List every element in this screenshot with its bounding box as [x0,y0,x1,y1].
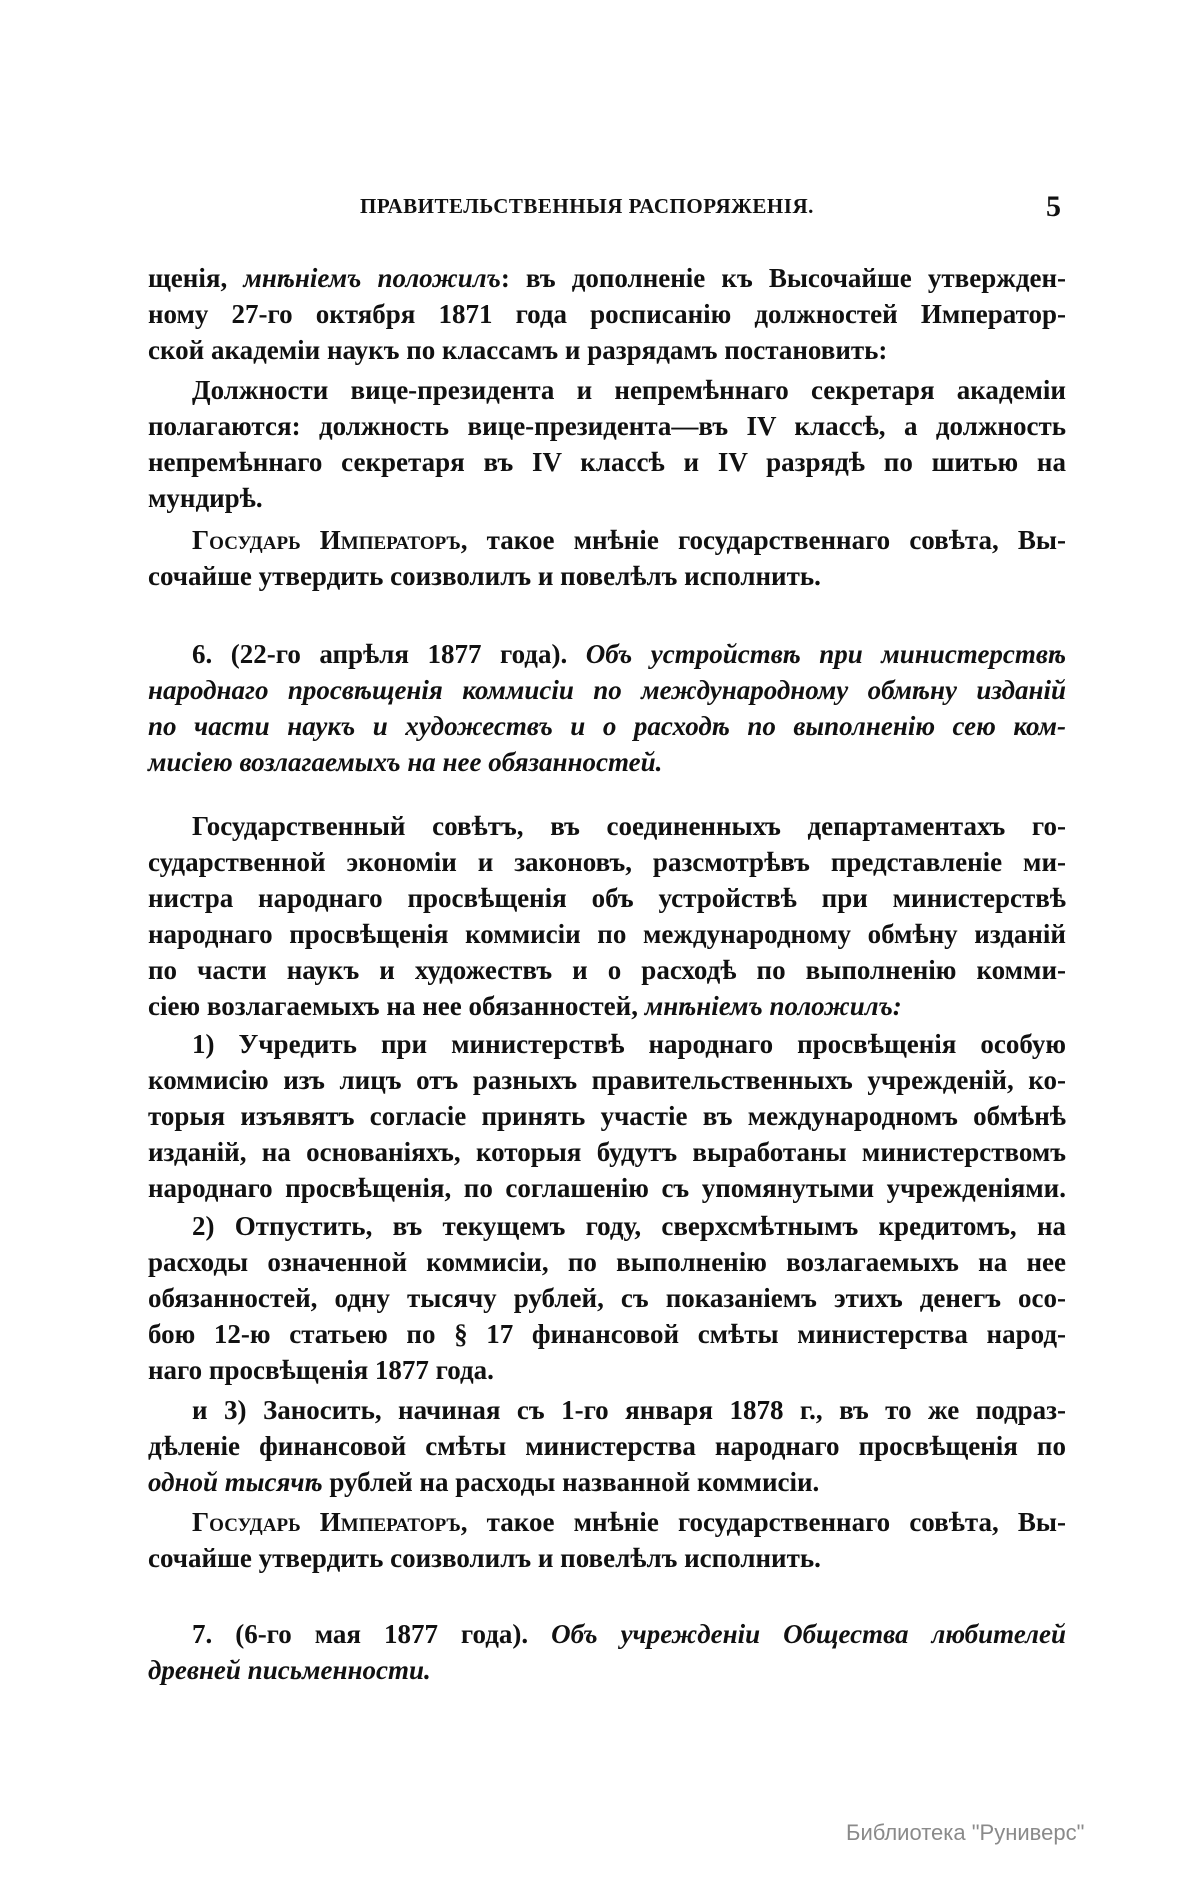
text-segment: дѣленіе финансовой смѣты министерства народнаго просвѣщенія по [148,1431,1066,1461]
italic-text: народнаго просвѣщенія коммисіи по международному обмѣну изданій [148,675,1066,705]
text-segment: народнаго просвѣщенія, по соглашенію съ упомянутыми учрежденіями. [148,1173,1066,1203]
italic-text: мнѣніемъ положилъ: [644,991,902,1021]
text-line [148,260,1066,296]
text-segment: сударственной экономіи и законовъ, разсмотрѣвъ представленіе ми- [148,847,1066,877]
text-line [192,636,1066,672]
text-line [148,444,1066,480]
text-segment: мундирѣ. [148,483,263,513]
text-line [192,808,1066,844]
italic-text: одной тысячѣ [148,1467,323,1497]
text-line [192,522,1066,558]
italic-text: Объ учрежденіи Общества любителей [551,1619,1066,1649]
small-caps-text: Государь Императоръ [192,1507,461,1537]
text-line [148,1062,1066,1098]
text-line [148,672,1066,708]
text-segment: и 3) Заносить, начиная съ 1-го января 1878 г., въ то же подраз- [192,1395,1066,1425]
text-segment: сочайше утвердить соизволилъ и повелѣлъ исполнить. [148,561,821,591]
text-line [148,1428,1066,1464]
text-segment: коммисію изъ лицъ отъ разныхъ правительственныхъ учрежденій, ко- [148,1065,1066,1095]
library-watermark: Библиотека "Руниверс" [846,1820,1085,1845]
text-segment: : въ дополненіе къ Высочайше утвержден- [500,263,1067,293]
text-segment: бою 12-ю статьею по § 17 финансовой смѣты министерства народ- [148,1319,1066,1349]
italic-text: мнѣніемъ положилъ [243,263,501,293]
text-segment: 7. (6-го мая 1877 года). [192,1619,552,1649]
text-segment: 6. (22-го апрѣля 1877 года). [192,639,586,669]
italic-text: по части наукъ и художествъ и о расходѣ по выполненію сею ком- [148,711,1066,741]
text-segment: рублей на расходы названной коммисіи. [322,1467,820,1497]
text-segment: щенія, [148,263,244,293]
text-segment: по части наукъ и художествъ и о расходѣ по выполненію комми- [148,955,1066,985]
text-line [148,744,1066,780]
small-caps-text: Государь Императоръ [192,525,461,555]
text-line [148,1280,1066,1316]
text-line [148,1352,1066,1388]
text-line [148,1652,1066,1688]
text-line [148,1244,1066,1280]
text-line [148,880,1066,916]
text-line [148,988,1066,1024]
italic-text: Объ устройствѣ при министерствѣ [585,639,1066,669]
italic-text: мисіею возлагаемыхъ на нее обязанностей. [148,747,663,777]
text-line [148,1134,1066,1170]
text-line [148,1170,1066,1206]
text-segment: сочайше утвердить соизволилъ и повелѣлъ исполнить. [148,1543,821,1573]
text-segment: Должности вице-президента и непремѣннаго секретаря академіи [192,375,1066,405]
text-line [192,1504,1066,1540]
text-line [148,408,1066,444]
text-line [148,708,1066,744]
text-line [148,844,1066,880]
text-line [148,1540,1066,1576]
text-segment: полагаются: должность вице-президента—въ IV классѣ, а должность [148,411,1066,441]
text-line [148,1464,1066,1500]
running-head: ПРАВИТЕЛЬСТВЕННЫЯ РАСПОРЯЖЕНІЯ. [360,194,814,218]
page-number: 5 [1046,190,1061,223]
text-segment: 2) Отпустить, въ текущемъ году, сверхсмѣтнымъ кредитомъ, на [192,1211,1066,1241]
text-segment: обязанностей, одну тысячу рублей, съ показаніемъ этихъ денегъ осо- [148,1283,1066,1313]
text-segment: , такое мнѣніе государственнаго совѣта, Вы- [460,525,1066,555]
text-segment: сіею возлагаемыхъ на нее обязанностей, [148,991,645,1021]
text-line [148,916,1066,952]
text-segment: ской академіи наукъ по классамъ и разрядамъ постановить: [148,335,888,365]
text-segment: наго просвѣщенія 1877 года. [148,1355,494,1385]
text-line [148,952,1066,988]
text-line [192,1392,1066,1428]
text-line [148,1316,1066,1352]
text-segment: ному 27-го октября 1871 года росписанію должностей Император- [148,299,1066,329]
text-line [192,1208,1066,1244]
text-segment: торыя изъявятъ согласіе принять участіе въ международномъ обмѣнѣ [148,1101,1066,1131]
text-segment: расходы означенной коммисіи, по выполненію возлагаемыхъ на нее [148,1247,1066,1277]
text-segment: изданій, на основаніяхъ, которыя будутъ выработаны министерствомъ [148,1137,1066,1167]
text-line [192,372,1066,408]
text-segment: Государственный совѣтъ, въ соединенныхъ департаментахъ го- [192,811,1066,841]
text-line [148,332,1066,368]
text-line [148,296,1066,332]
text-segment: непремѣннаго секретаря въ IV классѣ и IV разрядѣ по шитью на [148,447,1066,477]
text-line [148,558,1066,594]
text-line [148,480,1066,516]
text-segment: нистра народнаго просвѣщенія объ устройствѣ при министерствѣ [148,883,1066,913]
italic-text: древней письменности. [148,1655,431,1685]
text-segment: , такое мнѣніе государственнаго совѣта, Вы- [460,1507,1066,1537]
text-line [192,1616,1066,1652]
text-segment: 1) Учредить при министерствѣ народнаго просвѣщенія особую [192,1029,1066,1059]
text-line [192,1026,1066,1062]
text-line [148,1098,1066,1134]
text-segment: народнаго просвѣщенія коммисіи по международному обмѣну изданій [148,919,1066,949]
